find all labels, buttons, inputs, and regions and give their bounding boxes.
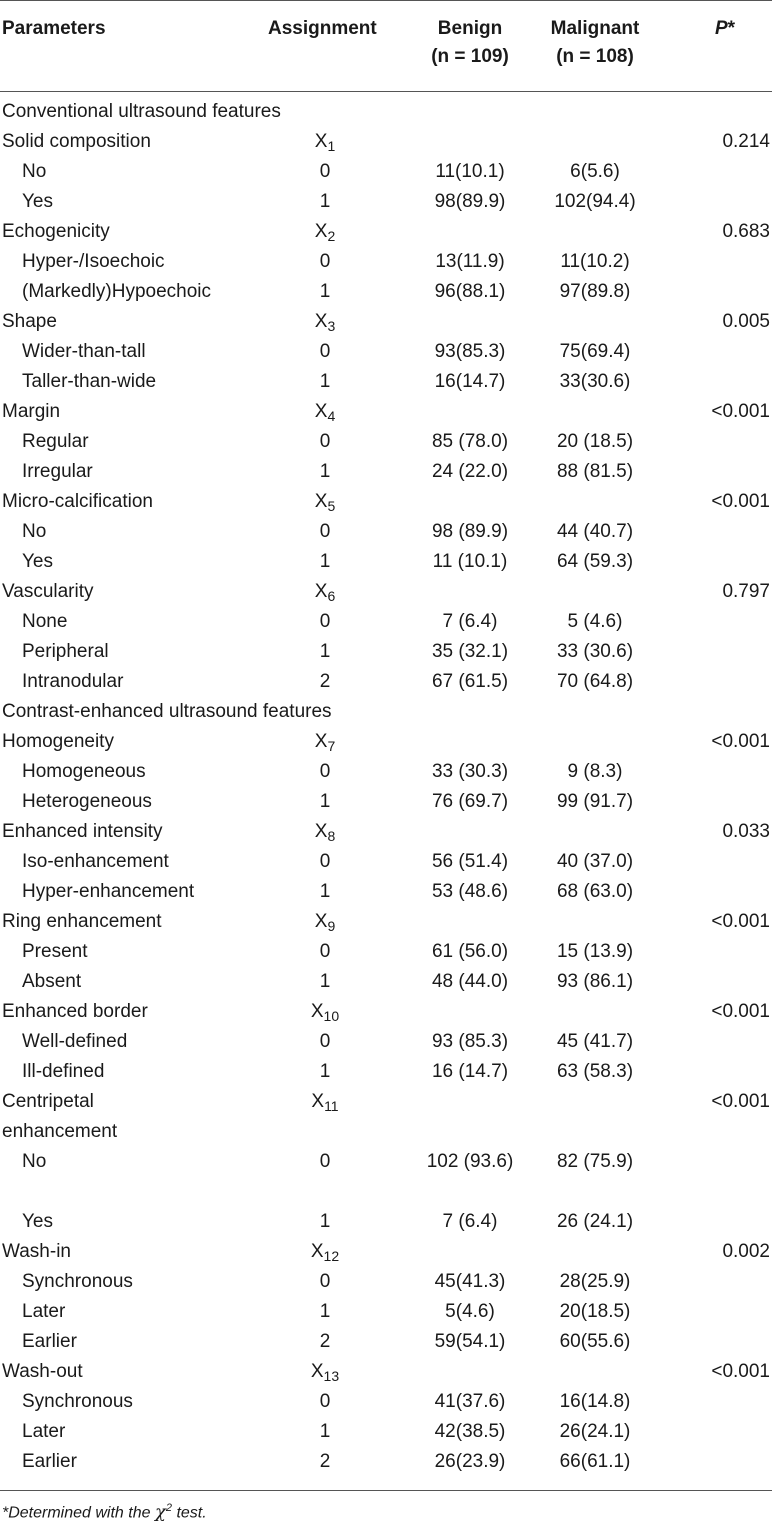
parameter-row bbox=[0, 487, 772, 517]
assignment-value: 1 bbox=[319, 371, 331, 392]
p-value: <0.001 bbox=[711, 1001, 770, 1022]
row-label: Solid composition bbox=[2, 131, 151, 152]
variable-letter: X bbox=[314, 581, 328, 602]
row-label: (Markedly)Hypoechoic bbox=[22, 281, 212, 302]
row-label: Taller-than-wide bbox=[22, 371, 157, 392]
footnote-superscript: 2 bbox=[165, 1502, 173, 1514]
assignment-value: 1 bbox=[319, 1421, 331, 1442]
assignment-value: 0 bbox=[319, 251, 331, 272]
benign-count: 56 (51.4) bbox=[431, 851, 509, 872]
assignment-value: 2 bbox=[319, 671, 331, 692]
benign-count: 11(10.1) bbox=[435, 161, 505, 182]
variable-subscript: 7 bbox=[327, 738, 336, 754]
malignant-count: 45 (41.7) bbox=[556, 1031, 634, 1052]
malignant-count: 88 (81.5) bbox=[556, 461, 634, 482]
benign-count: 11 (10.1) bbox=[432, 551, 508, 572]
footnote-suffix: test. bbox=[172, 1504, 207, 1522]
benign-count: 24 (22.0) bbox=[431, 461, 509, 482]
row-label: No bbox=[22, 521, 47, 542]
category-row bbox=[0, 1147, 772, 1207]
category-row bbox=[0, 607, 772, 637]
malignant-count: 102(94.4) bbox=[554, 191, 636, 212]
benign-count: 53 (48.6) bbox=[431, 881, 509, 902]
row-label: Peripheral bbox=[22, 641, 109, 662]
assignment-value: 1 bbox=[319, 1301, 331, 1322]
malignant-count: 60(55.6) bbox=[559, 1331, 631, 1352]
malignant-count: 75(69.4) bbox=[559, 341, 631, 362]
parameter-row bbox=[0, 907, 772, 937]
row-label: Absent bbox=[22, 971, 82, 992]
benign-count: 102 (93.6) bbox=[426, 1151, 514, 1172]
row-label: Micro-calcification bbox=[2, 491, 153, 512]
category-row bbox=[0, 637, 772, 667]
assignment-value: 1 bbox=[319, 641, 331, 662]
category-row bbox=[0, 667, 772, 697]
category-row bbox=[0, 367, 772, 397]
benign-count: 35 (32.1) bbox=[431, 641, 509, 662]
malignant-count: 15 (13.9) bbox=[556, 941, 634, 962]
variable-letter: X bbox=[314, 911, 328, 932]
assignment-value: 0 bbox=[319, 1151, 331, 1172]
row-label: Irregular bbox=[22, 461, 93, 482]
row-label: Wash-out bbox=[2, 1361, 83, 1382]
category-row bbox=[0, 757, 772, 787]
category-row bbox=[0, 517, 772, 547]
benign-count: 42(38.5) bbox=[434, 1421, 506, 1442]
benign-count: 13(11.9) bbox=[435, 251, 505, 272]
assignment-value: 0 bbox=[319, 851, 331, 872]
assignment-value: 0 bbox=[319, 941, 331, 962]
row-label: Ring enhancement bbox=[2, 911, 162, 932]
category-row bbox=[0, 157, 772, 187]
assignment-value: 1 bbox=[319, 281, 331, 302]
row-label: Heterogeneous bbox=[22, 791, 152, 812]
variable-letter: X bbox=[314, 221, 328, 242]
row-label: Shape bbox=[2, 311, 57, 332]
benign-count: 61 (56.0) bbox=[431, 941, 509, 962]
row-label: Present bbox=[22, 941, 88, 962]
header-malignant bbox=[525, 15, 665, 71]
assignment-value: 0 bbox=[319, 761, 331, 782]
assignment-value: 1 bbox=[319, 461, 331, 482]
variable-symbol bbox=[255, 907, 395, 937]
row-label: Ill-defined bbox=[22, 1061, 105, 1082]
malignant-count: 20(18.5) bbox=[559, 1301, 631, 1322]
category-row bbox=[0, 337, 772, 367]
malignant-count: 26(24.1) bbox=[559, 1421, 631, 1442]
assignment-value: 2 bbox=[319, 1451, 331, 1472]
assignment-value: 0 bbox=[319, 341, 331, 362]
variable-symbol bbox=[255, 1237, 395, 1267]
malignant-count: 68 (63.0) bbox=[556, 881, 634, 902]
variable-subscript: 5 bbox=[327, 498, 336, 514]
benign-count: 26(23.9) bbox=[434, 1451, 506, 1472]
category-row bbox=[0, 877, 772, 907]
header-malignant-title: Malignant bbox=[550, 18, 640, 39]
assignment-value: 0 bbox=[319, 431, 331, 452]
variable-letter: X bbox=[310, 1001, 324, 1022]
malignant-count: 93 (86.1) bbox=[556, 971, 634, 992]
row-label: None bbox=[22, 611, 68, 632]
assignment-value: 1 bbox=[319, 971, 331, 992]
category-row bbox=[0, 457, 772, 487]
benign-count: 93(85.3) bbox=[434, 341, 506, 362]
malignant-count: 33 (30.6) bbox=[556, 641, 634, 662]
parameter-row bbox=[0, 1237, 772, 1267]
row-label: No bbox=[22, 1151, 47, 1172]
assignment-value: 1 bbox=[319, 1061, 331, 1082]
row-label: No bbox=[22, 161, 47, 182]
category-row bbox=[0, 187, 772, 217]
variable-symbol bbox=[255, 727, 395, 757]
benign-count: 16(14.7) bbox=[434, 371, 506, 392]
variable-subscript: 3 bbox=[327, 318, 336, 334]
variable-letter: X bbox=[310, 1361, 324, 1382]
p-value: 0.005 bbox=[722, 311, 770, 332]
row-label: Centripetal enhancement bbox=[2, 1091, 118, 1142]
variable-symbol bbox=[255, 127, 395, 157]
category-row bbox=[0, 1057, 772, 1087]
malignant-count: 63 (58.3) bbox=[556, 1061, 634, 1082]
variable-subscript: 9 bbox=[327, 918, 336, 934]
assignment-value: 0 bbox=[319, 1031, 331, 1052]
p-value: <0.001 bbox=[711, 491, 770, 512]
variable-symbol bbox=[255, 577, 395, 607]
benign-count: 33 (30.3) bbox=[431, 761, 509, 782]
benign-count: 5(4.6) bbox=[445, 1301, 495, 1322]
row-label: Hyper-/Isoechoic bbox=[22, 251, 165, 272]
variable-symbol bbox=[255, 997, 395, 1027]
footnote-chi-symbol: χ bbox=[154, 1501, 166, 1523]
assignment-value: 0 bbox=[319, 1391, 331, 1412]
row-label: Echogenicity bbox=[2, 221, 110, 242]
variable-subscript: 1 bbox=[327, 138, 336, 154]
malignant-count: 99 (91.7) bbox=[556, 791, 634, 812]
row-label: Vascularity bbox=[2, 581, 94, 602]
assignment-value: 0 bbox=[319, 521, 331, 542]
assignment-value: 0 bbox=[319, 161, 331, 182]
parameter-row bbox=[0, 307, 772, 337]
header-p-mark: * bbox=[727, 18, 736, 39]
malignant-count: 44 (40.7) bbox=[556, 521, 634, 542]
benign-count: 7 (6.4) bbox=[442, 611, 498, 632]
row-label: Regular bbox=[22, 431, 89, 452]
variable-symbol bbox=[255, 397, 395, 427]
malignant-count: 66(61.1) bbox=[559, 1451, 631, 1472]
p-value: 0.002 bbox=[722, 1241, 770, 1262]
benign-count: 45(41.3) bbox=[434, 1271, 506, 1292]
benign-count: 93 (85.3) bbox=[431, 1031, 509, 1052]
variable-subscript: 10 bbox=[323, 1008, 340, 1024]
row-label: Iso-enhancement bbox=[22, 851, 169, 872]
variable-letter: X bbox=[314, 311, 328, 332]
variable-symbol bbox=[255, 487, 395, 517]
category-row bbox=[0, 1417, 772, 1447]
malignant-count: 11(10.2) bbox=[560, 251, 630, 272]
row-label: Enhanced border bbox=[2, 1001, 148, 1022]
row-label: Later bbox=[22, 1421, 66, 1442]
row-label: Hyper-enhancement bbox=[22, 881, 195, 902]
malignant-count: 16(14.8) bbox=[559, 1391, 631, 1412]
p-value: 0.033 bbox=[722, 821, 770, 842]
category-row bbox=[0, 277, 772, 307]
variable-subscript: 11 bbox=[324, 1098, 339, 1114]
benign-count: 48 (44.0) bbox=[431, 971, 509, 992]
variable-letter: X bbox=[314, 821, 328, 842]
header-p-label: P bbox=[714, 18, 728, 39]
malignant-count: 20 (18.5) bbox=[556, 431, 634, 452]
row-label: Yes bbox=[22, 191, 53, 212]
variable-letter: X bbox=[310, 1241, 324, 1262]
variable-subscript: 4 bbox=[327, 408, 336, 424]
variable-subscript: 12 bbox=[323, 1248, 340, 1264]
benign-count: 76 (69.7) bbox=[431, 791, 509, 812]
row-label: Homogeneous bbox=[22, 761, 146, 782]
assignment-value: 1 bbox=[319, 791, 331, 812]
assignment-value: 1 bbox=[319, 551, 331, 572]
category-row bbox=[0, 547, 772, 577]
header-benign-n: (n = 109) bbox=[431, 46, 509, 67]
parameter-row bbox=[0, 727, 772, 757]
variable-letter: X bbox=[314, 401, 328, 422]
p-value: <0.001 bbox=[711, 911, 770, 932]
benign-count: 85 (78.0) bbox=[431, 431, 509, 452]
variable-symbol bbox=[255, 217, 395, 247]
malignant-count: 5 (4.6) bbox=[567, 611, 623, 632]
benign-count: 98 (89.9) bbox=[431, 521, 509, 542]
parameter-row bbox=[0, 1357, 772, 1387]
parameter-row bbox=[0, 577, 772, 607]
malignant-count: 26 (24.1) bbox=[556, 1211, 634, 1232]
section-header-row bbox=[0, 697, 772, 727]
variable-subscript: 8 bbox=[327, 828, 336, 844]
table-footnote bbox=[2, 1496, 207, 1525]
variable-letter: X bbox=[311, 1091, 325, 1112]
header-parameters: Parameters bbox=[2, 18, 106, 39]
variable-letter: X bbox=[314, 731, 328, 752]
p-value: 0.214 bbox=[722, 131, 770, 152]
row-label: Wider-than-tall bbox=[22, 341, 146, 362]
parameter-row bbox=[0, 817, 772, 847]
assignment-value: 1 bbox=[319, 1211, 331, 1232]
p-value: 0.797 bbox=[722, 581, 770, 602]
category-row bbox=[0, 427, 772, 457]
table-bottom-rule bbox=[0, 1490, 772, 1491]
category-row bbox=[0, 967, 772, 997]
p-value: <0.001 bbox=[711, 731, 770, 752]
category-row bbox=[0, 847, 772, 877]
assignment-value: 2 bbox=[319, 1331, 331, 1352]
category-row bbox=[0, 1267, 772, 1297]
malignant-count: 64 (59.3) bbox=[556, 551, 634, 572]
row-label: Yes bbox=[22, 551, 53, 572]
section-header-row bbox=[0, 97, 772, 127]
p-value: <0.001 bbox=[711, 401, 770, 422]
malignant-count: 40 (37.0) bbox=[556, 851, 634, 872]
benign-count: 7 (6.4) bbox=[442, 1211, 498, 1232]
p-value: <0.001 bbox=[711, 1091, 770, 1112]
variable-symbol bbox=[255, 1087, 395, 1117]
row-label: Wash-in bbox=[2, 1241, 71, 1262]
section-title: Contrast-enhanced ultrasound features bbox=[2, 701, 332, 722]
benign-count: 67 (61.5) bbox=[431, 671, 509, 692]
header-benign bbox=[400, 15, 540, 71]
variable-subscript: 2 bbox=[327, 228, 336, 244]
variable-symbol bbox=[255, 1357, 395, 1387]
malignant-count: 6(5.6) bbox=[570, 161, 620, 182]
category-row bbox=[0, 1297, 772, 1327]
variable-subscript: 6 bbox=[327, 588, 336, 604]
row-label: Synchronous bbox=[22, 1271, 133, 1292]
row-label: Yes bbox=[22, 1211, 53, 1232]
variable-symbol bbox=[255, 817, 395, 847]
variable-letter: X bbox=[314, 131, 328, 152]
category-row bbox=[0, 1327, 772, 1357]
assignment-value: 0 bbox=[319, 1271, 331, 1292]
benign-count: 41(37.6) bbox=[434, 1391, 506, 1412]
row-label: Earlier bbox=[22, 1331, 77, 1352]
row-label: Homogeneity bbox=[2, 731, 114, 752]
p-value: 0.683 bbox=[722, 221, 770, 242]
table-body bbox=[0, 97, 772, 1477]
benign-count: 16 (14.7) bbox=[431, 1061, 509, 1082]
malignant-count: 9 (8.3) bbox=[567, 761, 623, 782]
category-row bbox=[0, 937, 772, 967]
parameter-row bbox=[0, 997, 772, 1027]
variable-letter: X bbox=[314, 491, 328, 512]
category-row bbox=[0, 247, 772, 277]
benign-count: 96(88.1) bbox=[434, 281, 506, 302]
category-row bbox=[0, 1207, 772, 1237]
p-value: <0.001 bbox=[711, 1361, 770, 1382]
malignant-count: 82 (75.9) bbox=[556, 1151, 634, 1172]
parameter-row bbox=[0, 217, 772, 247]
variable-symbol bbox=[255, 307, 395, 337]
assignment-value: 1 bbox=[319, 881, 331, 902]
header-p-value bbox=[690, 15, 760, 43]
malignant-count: 97(89.8) bbox=[559, 281, 631, 302]
parameter-row bbox=[0, 127, 772, 157]
header-benign-title: Benign bbox=[437, 18, 503, 39]
row-label: Enhanced intensity bbox=[2, 821, 163, 842]
category-row bbox=[0, 787, 772, 817]
row-label: Later bbox=[22, 1301, 66, 1322]
assignment-value: 0 bbox=[319, 611, 331, 632]
assignment-value: 1 bbox=[319, 191, 331, 212]
parameter-row bbox=[0, 397, 772, 427]
malignant-count: 70 (64.8) bbox=[556, 671, 634, 692]
header-malignant-n: (n = 108) bbox=[556, 46, 634, 67]
benign-count: 98(89.9) bbox=[434, 191, 506, 212]
row-label: Well-defined bbox=[22, 1031, 128, 1052]
row-label: Intranodular bbox=[22, 671, 124, 692]
table-header bbox=[0, 0, 772, 92]
row-label: Margin bbox=[2, 401, 61, 422]
header-assignment: Assignment bbox=[268, 18, 377, 39]
malignant-count: 33(30.6) bbox=[559, 371, 631, 392]
benign-count: 59(54.1) bbox=[434, 1331, 506, 1352]
parameter-row bbox=[0, 1087, 772, 1147]
row-label: Synchronous bbox=[22, 1391, 133, 1412]
row-label: Earlier bbox=[22, 1451, 77, 1472]
category-row bbox=[0, 1027, 772, 1057]
category-row bbox=[0, 1447, 772, 1477]
malignant-count: 28(25.9) bbox=[559, 1271, 631, 1292]
category-row bbox=[0, 1387, 772, 1417]
footnote-prefix: *Determined with the bbox=[2, 1504, 155, 1522]
variable-subscript: 13 bbox=[323, 1368, 340, 1384]
section-title: Conventional ultrasound features bbox=[2, 101, 281, 122]
